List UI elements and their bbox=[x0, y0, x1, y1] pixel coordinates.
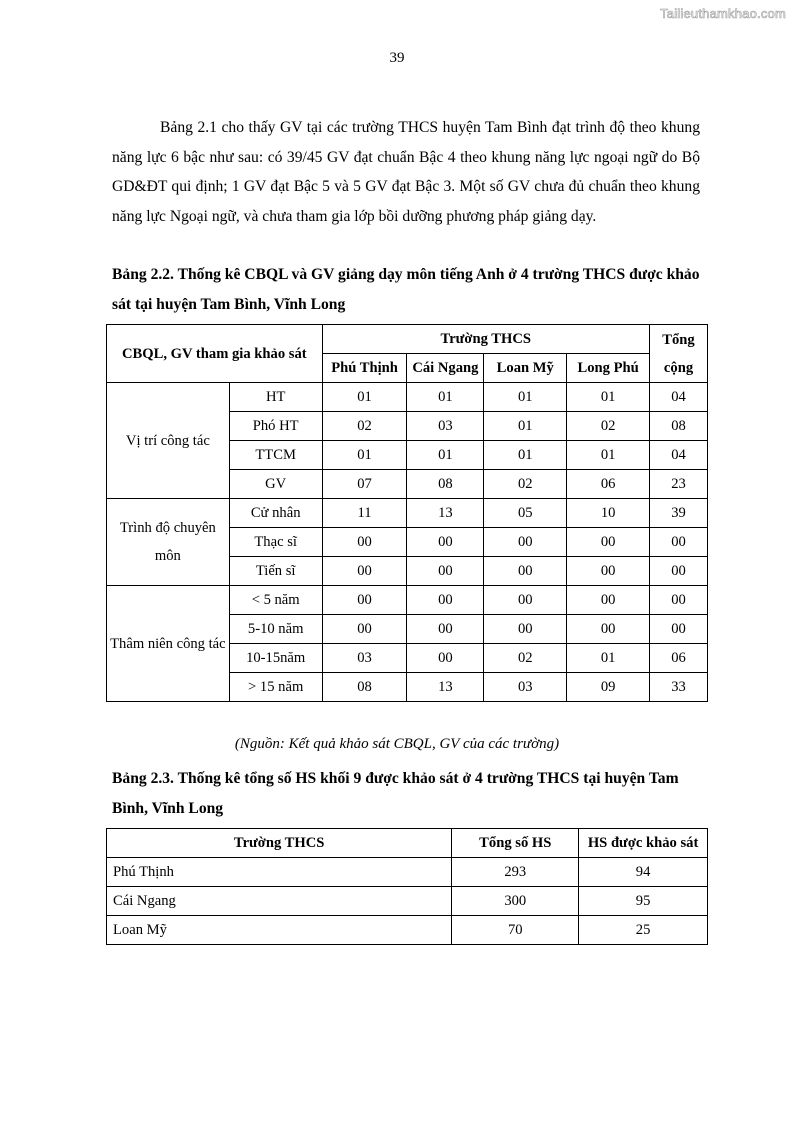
value-cell: 00 bbox=[407, 557, 484, 586]
value-cell: 13 bbox=[407, 499, 484, 528]
total-cell: 00 bbox=[650, 586, 708, 615]
value-cell: 02 bbox=[567, 412, 650, 441]
value-cell: 02 bbox=[484, 470, 567, 499]
total-cell: 06 bbox=[650, 644, 708, 673]
total-header: Tổng cộng bbox=[650, 325, 708, 383]
total-cell: 08 bbox=[650, 412, 708, 441]
school-name-cell: Phú Thịnh bbox=[107, 858, 452, 887]
value-cell: 03 bbox=[407, 412, 484, 441]
value-cell: 09 bbox=[567, 673, 650, 702]
row-label: Phó HT bbox=[229, 412, 322, 441]
value-cell: 01 bbox=[484, 412, 567, 441]
table2-caption: Bảng 2.3. Thống kê tổng số HS khối 9 được khảo sát ở 4 trường THCS tại huyện Tam Bình, Vĩnh Long bbox=[112, 770, 679, 817]
value-cell: 01 bbox=[407, 441, 484, 470]
value-cell: 01 bbox=[567, 644, 650, 673]
row-label-header: CBQL, GV tham gia khảo sát bbox=[107, 325, 323, 383]
total-students-header: Tổng số HS bbox=[452, 829, 579, 858]
value-cell: 00 bbox=[322, 528, 407, 557]
value-cell: 07 bbox=[322, 470, 407, 499]
value-cell: 00 bbox=[407, 644, 484, 673]
value-cell: 00 bbox=[484, 615, 567, 644]
value-cell: 01 bbox=[567, 383, 650, 412]
group-label: Trình độ chuyên môn bbox=[107, 499, 230, 586]
value-cell: 00 bbox=[407, 528, 484, 557]
table-row bbox=[107, 887, 708, 916]
value-cell: 00 bbox=[567, 557, 650, 586]
value-cell: 08 bbox=[322, 673, 407, 702]
value-cell: 10 bbox=[567, 499, 650, 528]
row-label: > 15 năm bbox=[229, 673, 322, 702]
total-students-cell: 70 bbox=[452, 916, 579, 945]
school-column-header: Trường THCS bbox=[107, 829, 452, 858]
row-label: TTCM bbox=[229, 441, 322, 470]
staff-statistics-table bbox=[106, 324, 708, 702]
table-row bbox=[107, 586, 708, 615]
school-header: Long Phú bbox=[567, 354, 650, 383]
row-label: Thạc sĩ bbox=[229, 528, 322, 557]
value-cell: 02 bbox=[322, 412, 407, 441]
school-header: Phú Thịnh bbox=[322, 354, 407, 383]
value-cell: 00 bbox=[484, 586, 567, 615]
table1-caption: Bảng 2.2. Thống kê CBQL và GV giảng dạy môn tiếng Anh ở 4 trường THCS được khảo sát tại huyện Tam Bình, Vĩnh Long bbox=[112, 266, 700, 313]
total-cell: 00 bbox=[650, 528, 708, 557]
school-group-header: Trường THCS bbox=[322, 325, 649, 354]
value-cell: 00 bbox=[484, 557, 567, 586]
row-label: Tiến sĩ bbox=[229, 557, 322, 586]
total-cell: 00 bbox=[650, 615, 708, 644]
table-row bbox=[107, 499, 708, 528]
value-cell: 03 bbox=[322, 644, 407, 673]
total-cell: 00 bbox=[650, 557, 708, 586]
watermark: Tailieuthamkhao.com bbox=[660, 6, 786, 21]
row-label: < 5 năm bbox=[229, 586, 322, 615]
value-cell: 00 bbox=[484, 528, 567, 557]
school-header: Loan Mỹ bbox=[484, 354, 567, 383]
value-cell: 01 bbox=[484, 383, 567, 412]
total-cell: 04 bbox=[650, 383, 708, 412]
student-statistics-table bbox=[106, 828, 708, 945]
row-label: 5-10 năm bbox=[229, 615, 322, 644]
value-cell: 01 bbox=[407, 383, 484, 412]
value-cell: 02 bbox=[484, 644, 567, 673]
value-cell: 00 bbox=[407, 615, 484, 644]
row-label: GV bbox=[229, 470, 322, 499]
surveyed-students-cell: 94 bbox=[579, 858, 708, 887]
total-students-cell: 300 bbox=[452, 887, 579, 916]
value-cell: 01 bbox=[567, 441, 650, 470]
value-cell: 00 bbox=[407, 586, 484, 615]
row-label: 10-15năm bbox=[229, 644, 322, 673]
total-cell: 39 bbox=[650, 499, 708, 528]
total-cell: 23 bbox=[650, 470, 708, 499]
value-cell: 05 bbox=[484, 499, 567, 528]
value-cell: 13 bbox=[407, 673, 484, 702]
value-cell: 06 bbox=[567, 470, 650, 499]
school-header: Cái Ngang bbox=[407, 354, 484, 383]
table-row bbox=[107, 383, 708, 412]
value-cell: 11 bbox=[322, 499, 407, 528]
surveyed-students-cell: 95 bbox=[579, 887, 708, 916]
value-cell: 00 bbox=[567, 586, 650, 615]
value-cell: 00 bbox=[567, 528, 650, 557]
surveyed-students-cell: 25 bbox=[579, 916, 708, 945]
group-label: Vị trí công tác bbox=[107, 383, 230, 499]
total-cell: 33 bbox=[650, 673, 708, 702]
value-cell: 03 bbox=[484, 673, 567, 702]
value-cell: 00 bbox=[322, 586, 407, 615]
value-cell: 01 bbox=[322, 383, 407, 412]
row-label: Cử nhân bbox=[229, 499, 322, 528]
page-number: 39 bbox=[389, 50, 405, 66]
school-name-cell: Cái Ngang bbox=[107, 887, 452, 916]
group-label: Thâm niên công tác bbox=[107, 586, 230, 702]
table-row bbox=[107, 858, 708, 887]
table-row bbox=[107, 916, 708, 945]
value-cell: 00 bbox=[322, 615, 407, 644]
staff-table-body bbox=[107, 383, 708, 702]
student-table-body bbox=[107, 858, 708, 945]
value-cell: 00 bbox=[567, 615, 650, 644]
total-cell: 04 bbox=[650, 441, 708, 470]
body-paragraph: Bảng 2.1 cho thấy GV tại các trường THCS huyện Tam Bình đạt trình độ theo khung năng lực 6 bậc như sau: có 39/45 GV đạt chuẩn Bậc 4 theo khung năng lực ngoại ngữ do Bộ GD&ĐT qui định; 1 GV đạt Bậc 5 và 5 GV đạt Bậc 3. Một số GV chưa đủ chuẩn theo khung năng lực Ngoại ngữ, và chưa tham gia lớp bồi dưỡng phương pháp giảng dạy. bbox=[112, 119, 700, 225]
school-name-cell: Loan Mỹ bbox=[107, 916, 452, 945]
total-students-cell: 293 bbox=[452, 858, 579, 887]
row-label: HT bbox=[229, 383, 322, 412]
value-cell: 00 bbox=[322, 557, 407, 586]
value-cell: 01 bbox=[322, 441, 407, 470]
table1-source: (Nguồn: Kết quả khảo sát CBQL, GV của các trường) bbox=[234, 736, 560, 752]
value-cell: 08 bbox=[407, 470, 484, 499]
surveyed-students-header: HS được khảo sát bbox=[579, 829, 708, 858]
value-cell: 01 bbox=[484, 441, 567, 470]
